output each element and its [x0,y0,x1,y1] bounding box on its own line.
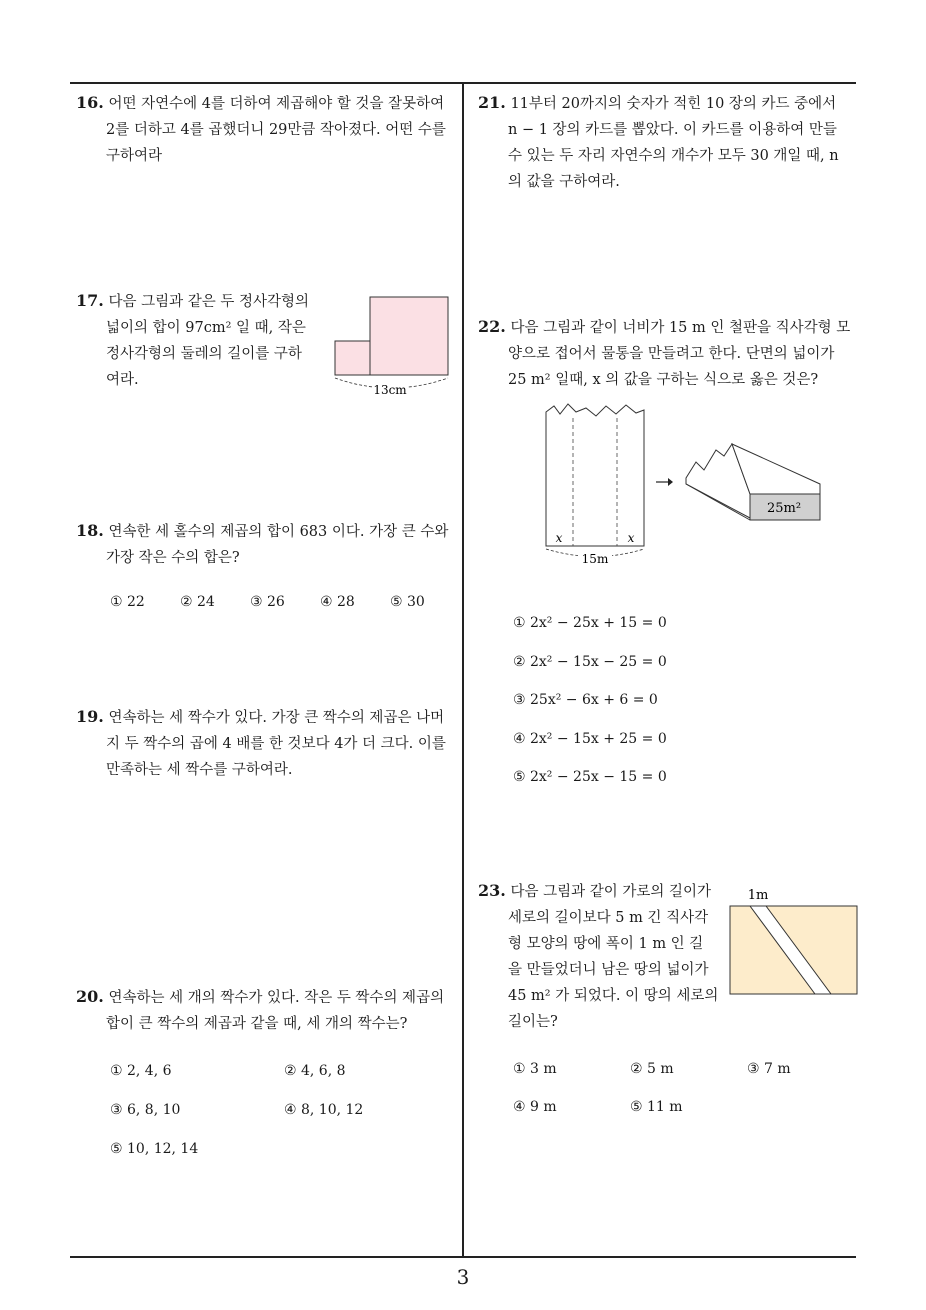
question-number: 16. [76,93,104,112]
question-21 [478,90,858,195]
question-text: 45 m² 가 되었다. 이 땅의 세로의 [508,988,719,1004]
area-label: 25m² [766,501,802,516]
question-22 [478,314,858,393]
question-23 [478,878,728,1035]
question-text: 지 두 짝수의 곱에 4 배를 한 것보다 4가 더 크다. 이를 [106,736,446,752]
water-trough-figure [540,400,840,572]
two-squares-figure [330,292,455,402]
option-4[interactable]: ④ 28 [320,594,355,610]
question-text: 세로의 길이보다 5 m 긴 직사각 [508,910,709,926]
question-text: 넓이의 합이 97cm² 일 때, 작은 [106,320,306,336]
question-text: 합이 큰 짝수의 제곱과 같을 때, 세 개의 짝수는? [106,1016,408,1032]
question-text: 25 m² 일때, x 의 값을 구하는 식으로 옳은 것은? [508,372,819,388]
option-5[interactable]: ⑤ 2x² − 25x − 15 = 0 [513,769,667,785]
question-20 [76,984,456,1037]
question-number: 21. [478,93,506,112]
question-text: 길이는? [508,1014,558,1030]
question-text: 연속하는 세 개의 짝수가 있다. 작은 두 짝수의 제곱의 [108,990,445,1006]
question-19 [76,704,456,783]
question-text: 을 만들었더니 남은 땅의 넓이가 [508,962,709,978]
question-text: 형 모양의 땅에 폭이 1 m 인 길 [508,936,704,952]
option-4[interactable]: ④ 8, 10, 12 [284,1102,364,1118]
option-2[interactable]: ② 4, 6, 8 [284,1063,346,1079]
width-label: 15m [581,552,609,566]
option-3[interactable]: ③ 26 [250,594,285,610]
question-number: 19. [76,707,104,726]
question-text: 연속하는 세 짝수가 있다. 가장 큰 짝수의 제곱은 나머 [108,710,445,726]
question-text: 연속한 세 홀수의 제곱의 합이 683 이다. 가장 큰 수와 [108,524,449,540]
question-text: 다음 그림과 같이 너비가 15 m 인 철판을 직사각형 모 [510,320,851,336]
option-1[interactable]: ① 2, 4, 6 [110,1063,172,1079]
question-number: 20. [76,987,104,1006]
option-2[interactable]: ② 2x² − 15x − 25 = 0 [513,654,667,670]
question-text: 양으로 접어서 물통을 만들려고 한다. 단면의 넓이가 [508,346,835,362]
question-16 [76,90,456,169]
question-text: 2를 더하고 4를 곱했더니 29만큼 작아졌다. 어떤 수를 [106,122,446,138]
question-text: 여라. [106,372,139,388]
question-text: 만족하는 세 짝수를 구하여라. [106,762,293,778]
page-number: 3 [456,1265,470,1289]
figure-label: 13cm [373,383,407,397]
x-label-left: x [555,531,563,545]
question-text: 다음 그림과 같이 가로의 길이가 [510,884,711,900]
option-4[interactable]: ④ 2x² − 15x + 25 = 0 [513,731,667,747]
question-number: 18. [76,521,104,540]
option-5[interactable]: ⑤ 10, 12, 14 [110,1141,199,1157]
question-number: 23. [478,881,506,900]
question-number: 22. [478,317,506,336]
question-text: 다음 그림과 같은 두 정사각형의 [108,294,309,310]
question-text: n − 1 장의 카드를 뽑았다. 이 카드를 이용하여 만들 [508,122,837,138]
option-1[interactable]: ① 2x² − 25x + 15 = 0 [513,615,667,631]
option-4[interactable]: ④ 9 m [513,1099,557,1115]
option-5[interactable]: ⑤ 30 [390,594,425,610]
option-3[interactable]: ③ 6, 8, 10 [110,1102,181,1118]
question-17 [76,288,326,393]
land-path-figure [728,882,860,998]
question-text: 구하여라 [106,148,163,164]
option-2[interactable]: ② 24 [180,594,215,610]
question-text: 정사각형의 둘레의 길이를 구하 [106,346,302,362]
path-width-label: 1m [747,888,769,903]
question-number: 17. [76,291,104,310]
x-label-right: x [627,531,635,545]
option-2[interactable]: ② 5 m [630,1061,674,1077]
column-divider [462,82,464,1257]
option-3[interactable]: ③ 25x² − 6x + 6 = 0 [513,692,658,708]
question-18 [76,518,456,571]
question-text: 의 값을 구하여라. [508,174,620,190]
question-text: 수 있는 두 자리 자연수의 개수가 모두 30 개일 때, n [508,148,839,164]
option-5[interactable]: ⑤ 11 m [630,1099,683,1115]
question-text: 11부터 20까지의 숫자가 적힌 10 장의 카드 중에서 [510,96,837,112]
option-1[interactable]: ① 3 m [513,1061,557,1077]
option-1[interactable]: ① 22 [110,594,145,610]
question-text: 가장 작은 수의 합은? [106,550,240,566]
bottom-rule [70,1256,856,1258]
option-3[interactable]: ③ 7 m [747,1061,791,1077]
question-text: 어떤 자연수에 4를 더하여 제곱해야 할 것을 잘못하여 [108,96,445,112]
